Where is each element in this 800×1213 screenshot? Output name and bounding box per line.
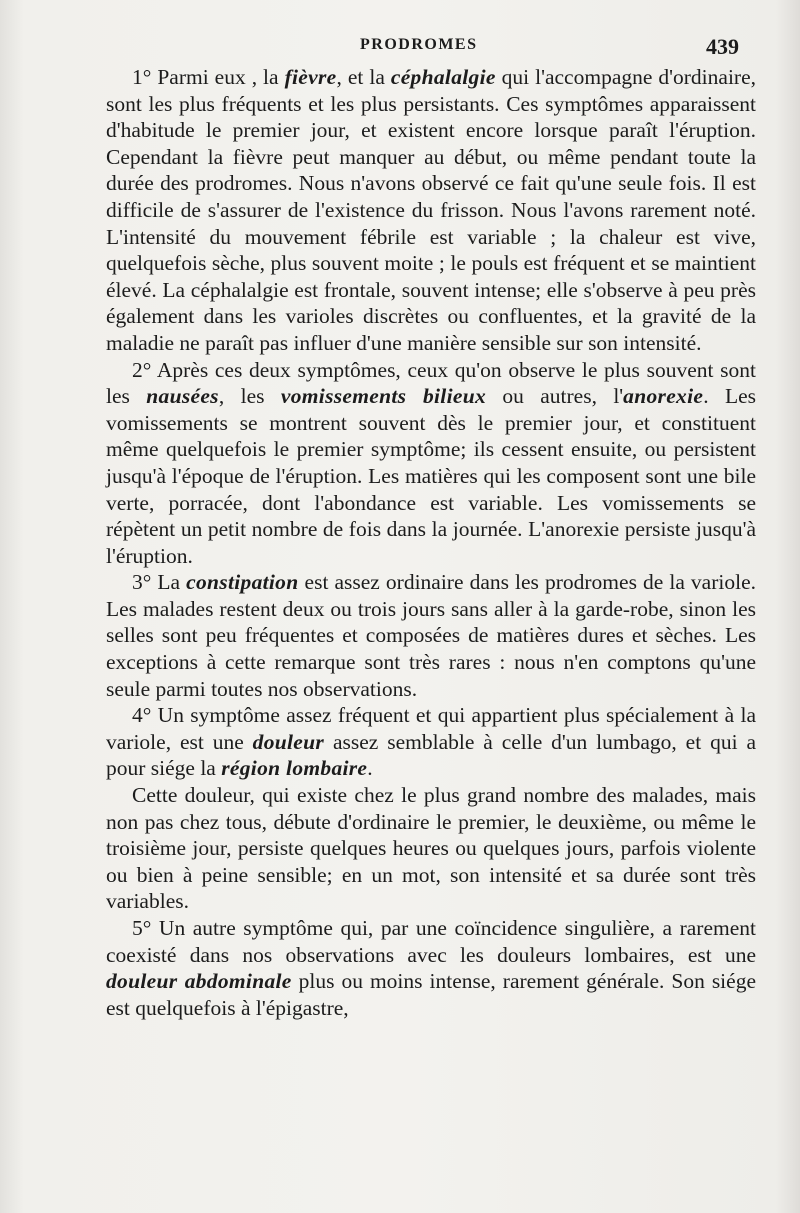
text-run: 4° Un symptôme assez fréquent et qui appartient plus spécialement à la variole, est une: [106, 703, 756, 754]
emphasized-term: anorexie: [623, 384, 704, 409]
emphasized-term: céphalalgie: [390, 65, 496, 89]
text-run: Cette douleur, qui existe chez le plus grand nombre des malades, mais non pas chez tous, débute d'ordinaire le premier, le deuxième, ou même le troisième jour, persiste quelques heures ou quelques jours, parfois violente ou bien à peine sensible; en un mot, son intensité et sa durée sont très variables.: [106, 783, 756, 914]
emphasized-term: fièvre: [284, 65, 337, 89]
text-run: plus ou moins intense, rarement générale. Son siége est quelquefois à l'épigastre,: [106, 969, 756, 1020]
text-run: ou autres, l': [486, 384, 624, 409]
text-run: assez semblable à celle d'un lumbago, et qui a pour siége la: [106, 729, 756, 781]
paragraph-lumbar-pain: [106, 702, 756, 782]
paragraph-nausea-vomiting: [106, 357, 756, 570]
text-run: . Les vomissements se montrent souvent dès le premier jour, et constituent même quelquefois le premier symptôme; ils cessent ensuite, ou persistent jusqu'à l'époque de l'éruption. Les matières qui les composent sont une bile verte, porracée, dont l'abondance est variable. Les vomissements se répètent un petit nombre de fois dans la journée. L'anorexie persiste jusqu'à l'éruption.: [106, 384, 757, 568]
text-run: qui l'accompagne d'ordinaire, sont les plus fréquents et les plus persistants. Ces symptômes apparaissent d'habitude le premier jour, et existent encore lorsque paraît l'éruption. Cependant la fièvre peut manquer au début, ou même pendant toute la durée des prodromes. Nous n'avons observé ce fait qu'une seule fois. Il est difficile de s'assurer de l'existence du frisson. Nous l'avons rarement noté. L'intensité du mouvement fébrile est variable ; la chaleur est vive, quelquefois sèche, plus souvent moite ; le pouls est fréquent et se maintient élevé. La céphalalgie est frontale, souvent intense; elle s'observe à peu près également dans les varioles discrètes ou confluentes, et la gravité de la maladie ne paraît pas influer d'une manière sensible sur son intensité.: [106, 65, 756, 355]
text-run: , et la: [336, 65, 391, 89]
paragraph-abdominal-pain: [106, 915, 756, 1021]
body-text: [106, 64, 756, 1021]
emphasized-term: constipation: [186, 570, 299, 595]
running-title: PRODROMES: [360, 36, 478, 53]
text-run: 5° Un autre symptôme qui, par une coïncidence singulière, a rarement coexisté dans nos observations avec les douleurs lombaires, est une: [106, 916, 756, 967]
emphasized-term: région lombaire: [221, 756, 368, 781]
text-run: , les: [218, 384, 281, 409]
paragraph-constipation: [106, 569, 756, 702]
paragraph-fever-headache: [106, 64, 756, 357]
text-run: 3° La: [132, 570, 187, 595]
text-run: 2° Après ces deux symptômes, ceux qu'on observe le plus souvent sont les: [106, 357, 756, 409]
emphasized-term: vomissements bilieux: [280, 384, 486, 409]
text-run: 1° Parmi eux , la: [132, 65, 285, 89]
emphasized-term: douleur abdominale: [106, 969, 292, 994]
emphasized-term: douleur: [252, 729, 325, 754]
page-number: 439: [706, 34, 739, 59]
text-run: est assez ordinaire dans les prodromes de la variole. Les malades restent deux ou trois jours sans aller à la garde-robe, sinon les selles sont peu fréquentes et composées de matières dures et sèches. Les exceptions à cette remarque sont très rares : nous n'en comptons qu'une seule parmi toutes nos observations.: [106, 570, 757, 701]
text-run: .: [367, 756, 373, 781]
paragraph-lumbar-pain-details: [106, 782, 756, 915]
page-header: [0, 34, 800, 60]
emphasized-term: nausées: [146, 384, 219, 409]
